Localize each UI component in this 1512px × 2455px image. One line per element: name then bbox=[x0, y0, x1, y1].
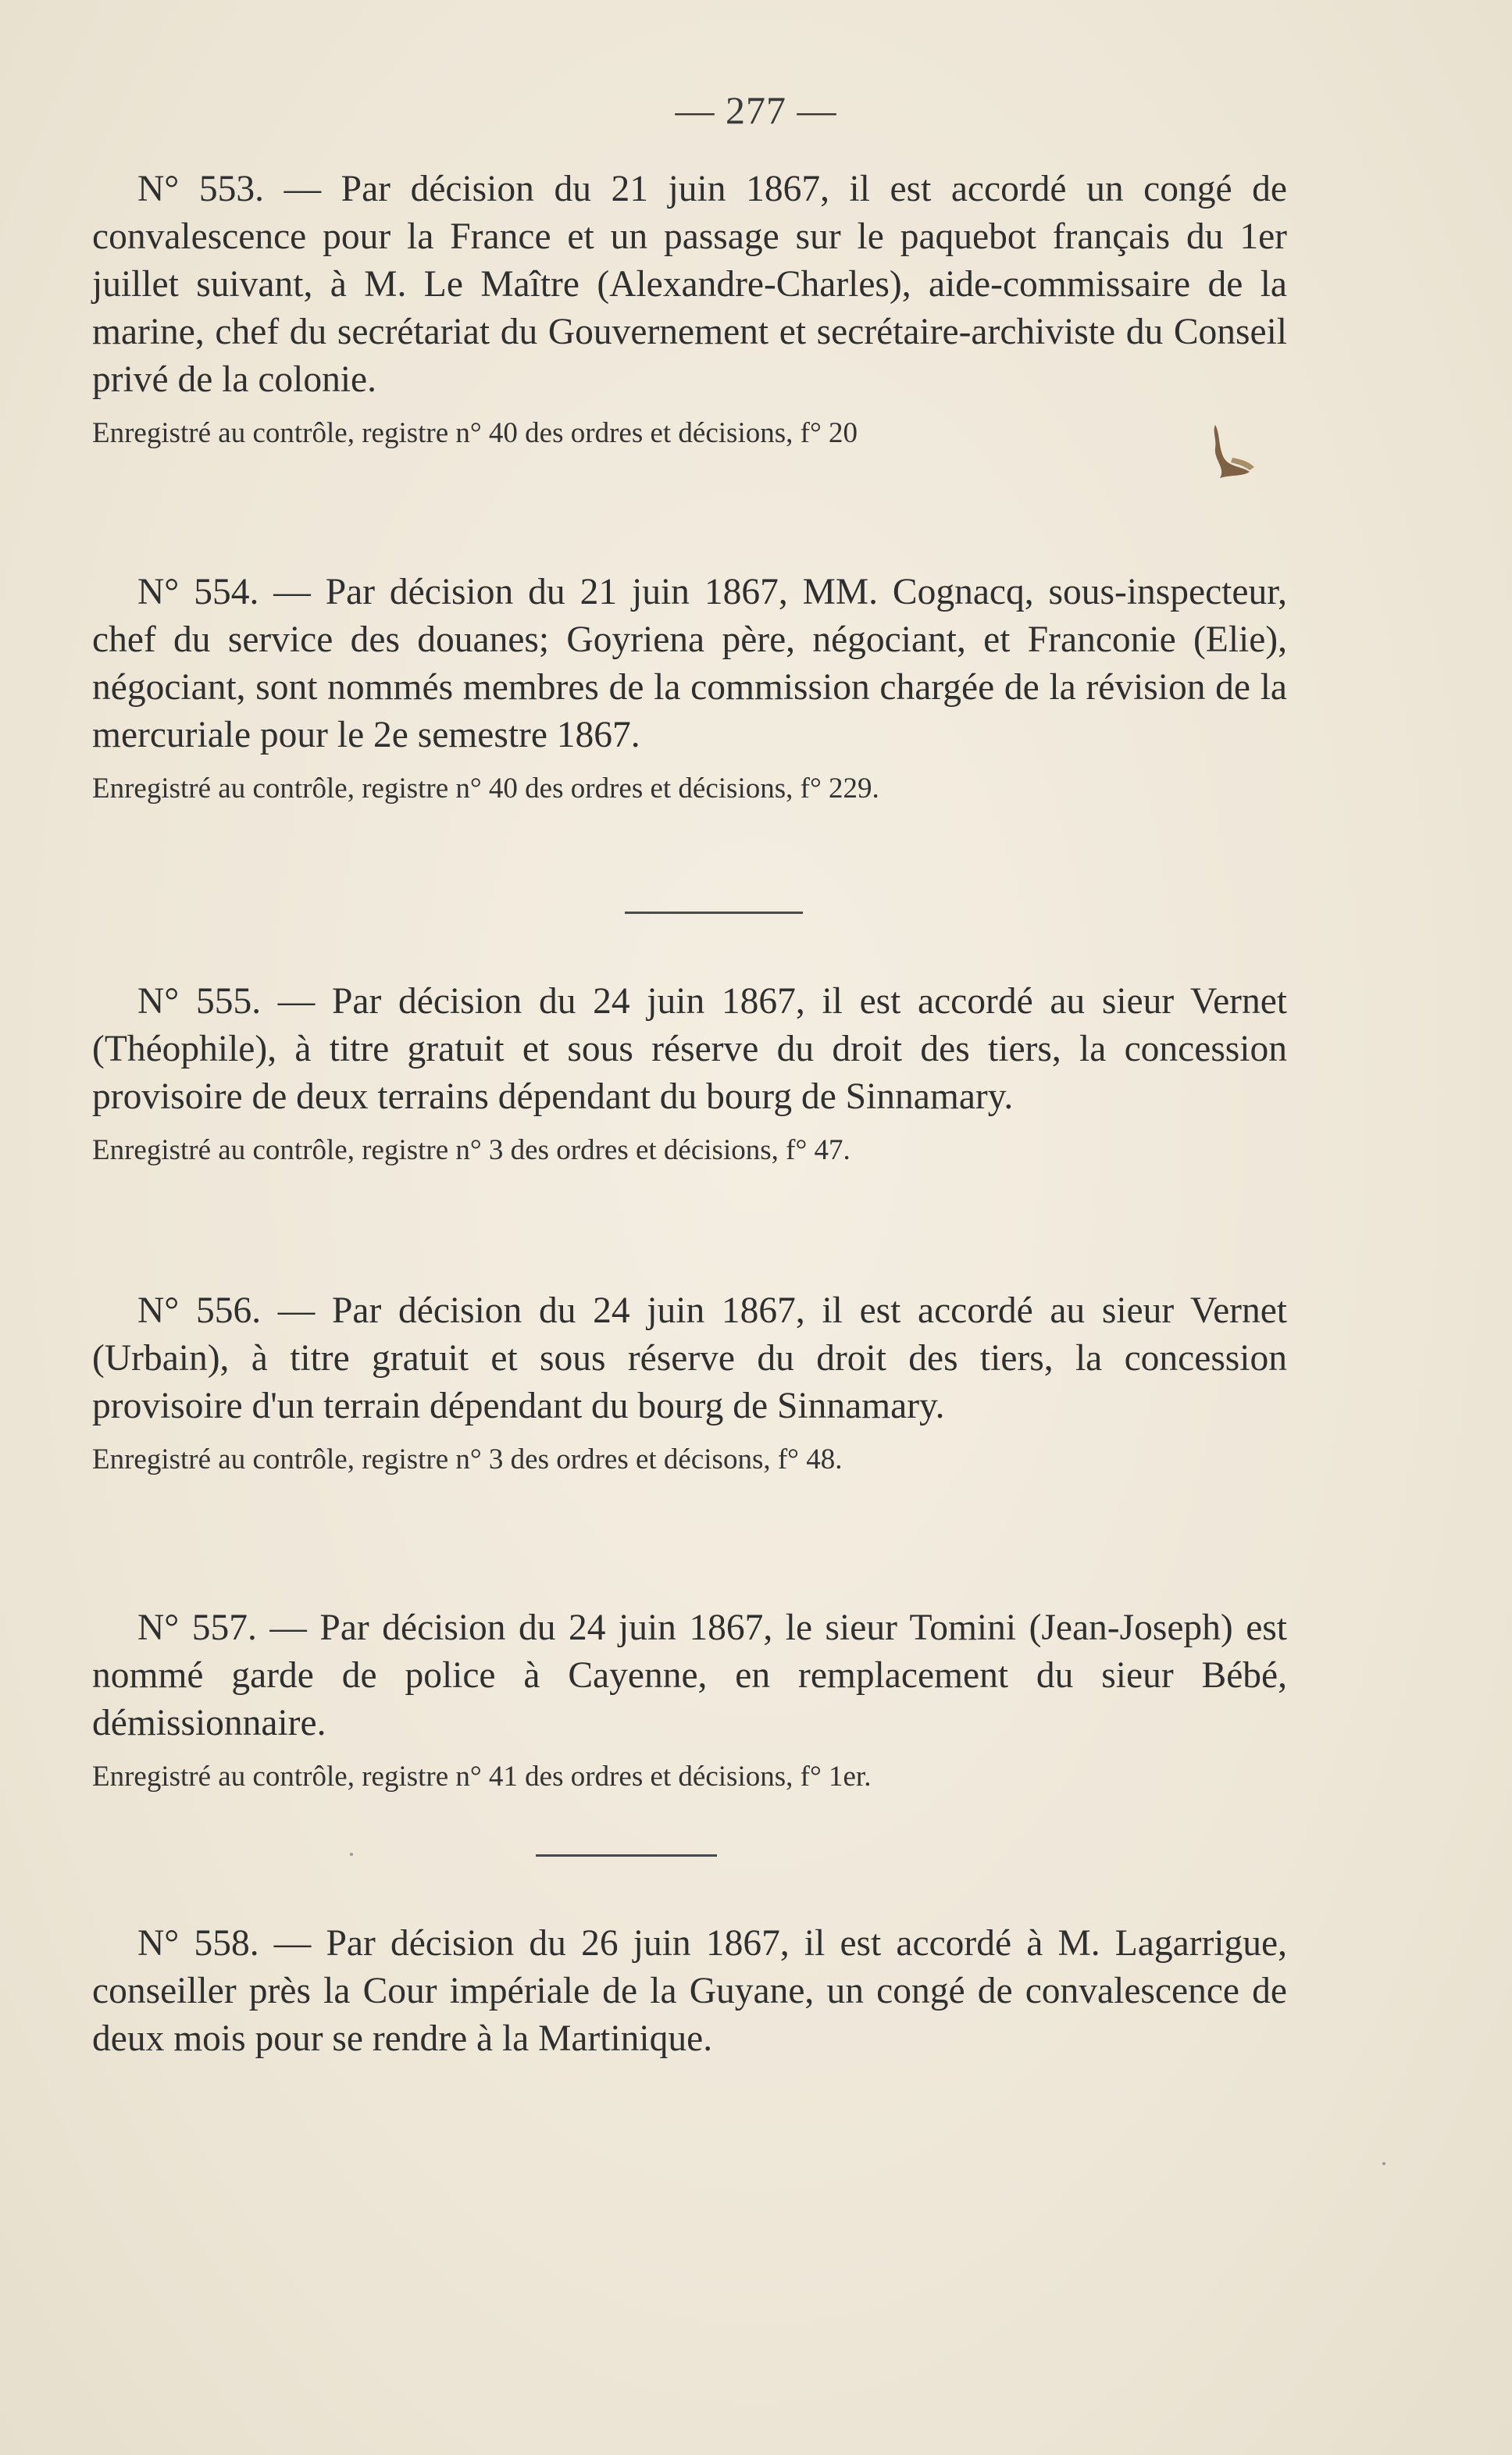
registration-note: Enregistré au contrôle, registre n° 3 des ordres et décisons, f° 48. bbox=[92, 1443, 843, 1475]
entry-558 bbox=[92, 1920, 1287, 2063]
entry-text: N° 558. — Par décision du 26 juin 1867, il est accordé à M. Lagarrigue, conseiller près la Cour impériale de la Guyane, un congé de convalescence de deux mois pour se rendre à la Martinique. bbox=[92, 1923, 1287, 2059]
entry-554 bbox=[92, 569, 1287, 808]
entry-553 bbox=[92, 166, 1287, 452]
speck bbox=[350, 1853, 353, 1856]
section-divider bbox=[536, 1854, 717, 1857]
speck bbox=[1382, 2162, 1385, 2165]
entry-text: N° 557. — Par décision du 24 juin 1867, le sieur Tomini (Jean-Joseph) est nommé garde de police à Cayenne, en remplacement du sieur Bébé, démissionnaire. bbox=[92, 1608, 1287, 1743]
entry-text: N° 553. — Par décision du 21 juin 1867, il est accordé un congé de convalescence pour la France et un passage sur le paquebot français du 1er juillet suivant, à M. Le Maître (Alexandre-Charles), aide-commissaire de la marine, chef du secrétariat du Gouvernement et secrétaire-archiviste du Conseil privé de la colonie. bbox=[92, 169, 1287, 400]
entry-555 bbox=[92, 978, 1287, 1169]
page-number: — 277 — bbox=[675, 88, 837, 132]
registration-note: Enregistré au contrôle, registre n° 3 des ordres et décisions, f° 47. bbox=[92, 1134, 850, 1166]
ink-stain-icon bbox=[1209, 422, 1257, 484]
section-divider bbox=[625, 912, 803, 914]
registration-note: Enregistré au contrôle, registre n° 40 des ordres et décisions, f° 229. bbox=[92, 773, 879, 805]
entry-557 bbox=[92, 1604, 1287, 1796]
registration-note: Enregistré au contrôle, registre n° 41 des ordres et décisions, f° 1er. bbox=[92, 1761, 872, 1793]
entry-text: N° 554. — Par décision du 21 juin 1867, MM. Cognacq, sous-inspecteur, chef du service des douanes; Goyriena père, négociant, et Franconie (Elie), négociant, sont nommés membres de la commission chargée de la révision de la mercuriale pour le 2e semestre 1867. bbox=[92, 572, 1287, 755]
entry-556 bbox=[92, 1287, 1287, 1479]
entry-text: N° 555. — Par décision du 24 juin 1867, il est accordé au sieur Vernet (Théophile), à titre gratuit et sous réserve du droit des tiers, la concession provisoire de deux terrains dépendant du bourg de Sinnamary. bbox=[92, 981, 1287, 1117]
registration-note: Enregistré au contrôle, registre n° 40 des ordres et décisions, f° 20 bbox=[92, 417, 858, 449]
entry-text: N° 556. — Par décision du 24 juin 1867, il est accordé au sieur Vernet (Urbain), à titre gratuit et sous réserve du droit des tiers, la concession provisoire d'un terrain dépendant du bourg de Sinnamary. bbox=[92, 1290, 1287, 1426]
